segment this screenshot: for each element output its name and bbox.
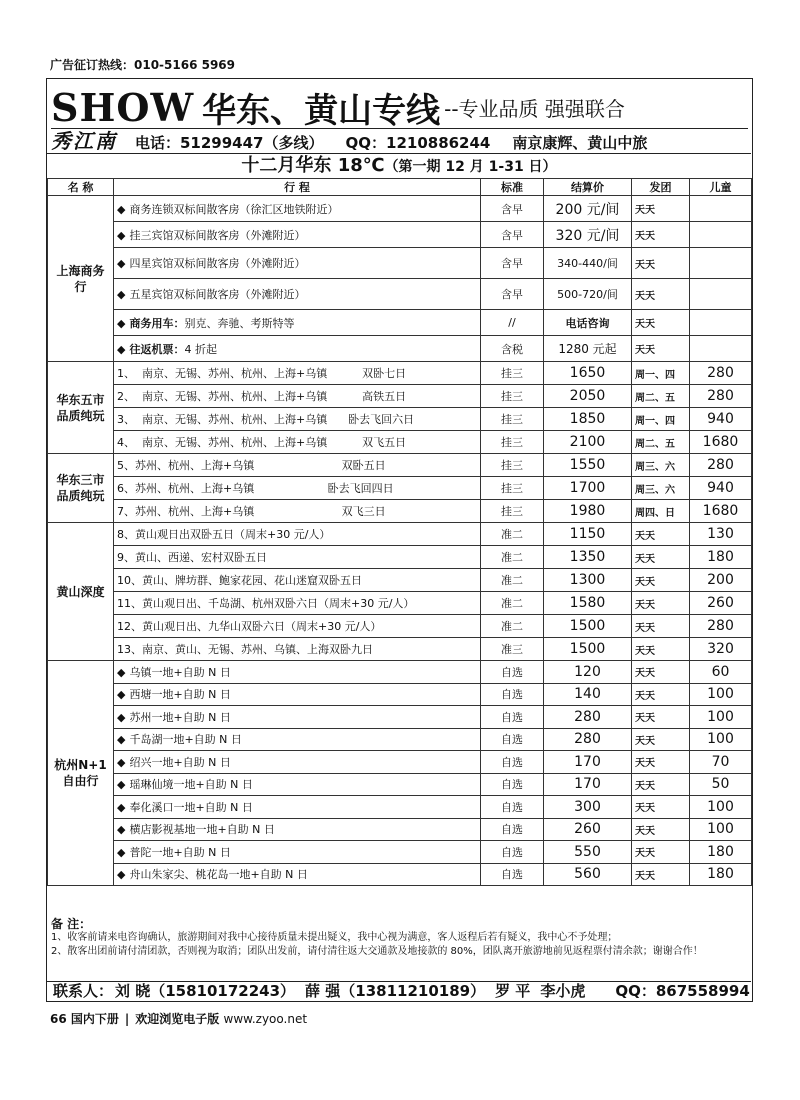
ad-hotline: 广告征订热线：010-5166 5969 bbox=[50, 58, 236, 72]
departure-cell: 天天 bbox=[632, 683, 690, 706]
table-row bbox=[48, 279, 752, 310]
standard-cell: 挂三 bbox=[481, 431, 544, 454]
group-label: 黄山深度 bbox=[48, 523, 114, 661]
route-cell: 9、黄山、西递、宏村双卧五日 bbox=[114, 546, 481, 569]
standard-cell: 准二 bbox=[481, 546, 544, 569]
table-row bbox=[48, 196, 752, 222]
child-cell: 180 bbox=[690, 546, 752, 569]
price-cell: 2050 bbox=[544, 385, 632, 408]
route-cell: ◆ 四星宾馆双标间散客房（外滩附近） bbox=[114, 248, 481, 279]
child-cell bbox=[690, 196, 752, 222]
table-row bbox=[48, 431, 752, 454]
route-cell: ◆ 挂三宾馆双标间散客房（外滩附近） bbox=[114, 222, 481, 248]
standard-cell: 准二 bbox=[481, 615, 544, 638]
bullet-icon: ◆ bbox=[117, 710, 126, 724]
departure-cell: 天天 bbox=[632, 592, 690, 615]
price-cell: 170 bbox=[544, 751, 632, 774]
child-cell: 50 bbox=[690, 773, 752, 796]
standard-cell: 含早 bbox=[481, 196, 544, 222]
child-cell: 200 bbox=[690, 569, 752, 592]
banner-main: 十二月华东 18℃ bbox=[241, 155, 385, 176]
route-cell: 1、 南京、无锡、苏州、杭州、上海+乌镇 双卧七日 bbox=[114, 362, 481, 385]
footer-separator: | bbox=[124, 1012, 130, 1026]
section-name: 国内下册 bbox=[70, 1012, 119, 1026]
bullet-icon: ◆ bbox=[117, 845, 126, 859]
child-cell: 1680 bbox=[690, 500, 752, 523]
price-cell: 1150 bbox=[544, 523, 632, 546]
col-route: 行 程 bbox=[114, 179, 481, 196]
child-cell: 100 bbox=[690, 706, 752, 729]
table-row bbox=[48, 706, 752, 729]
departure-cell: 周二、五 bbox=[632, 385, 690, 408]
price-cell: 1580 bbox=[544, 592, 632, 615]
bullet-icon: ◆ bbox=[117, 342, 126, 356]
departure-cell: 天天 bbox=[632, 706, 690, 729]
standard-cell: 含早 bbox=[481, 279, 544, 310]
child-cell: 260 bbox=[690, 592, 752, 615]
standard-cell: 自选 bbox=[481, 796, 544, 819]
child-cell bbox=[690, 222, 752, 248]
child-cell: 940 bbox=[690, 408, 752, 431]
route-cell: 7、苏州、杭州、上海+乌镇 双飞三日 bbox=[114, 500, 481, 523]
table-row bbox=[48, 385, 752, 408]
departure-cell: 天天 bbox=[632, 841, 690, 864]
group-label: 华东五市品质纯玩 bbox=[48, 362, 114, 454]
header-slogan: --专业品质 强强联合 bbox=[444, 97, 625, 121]
child-cell: 280 bbox=[690, 615, 752, 638]
table-row bbox=[48, 683, 752, 706]
price-cell: 1500 bbox=[544, 615, 632, 638]
table-row bbox=[48, 796, 752, 819]
standard-cell: 含早 bbox=[481, 222, 544, 248]
route-cell: ◆ 西塘一地+自助 N 日 bbox=[114, 683, 481, 706]
standard-cell: 自选 bbox=[481, 706, 544, 729]
table-row bbox=[48, 546, 752, 569]
standard-cell: 自选 bbox=[481, 841, 544, 864]
standard-cell: 自选 bbox=[481, 661, 544, 684]
standard-cell: 挂三 bbox=[481, 500, 544, 523]
bullet-icon: ◆ bbox=[117, 665, 126, 679]
contact-person-3: 罗 平 bbox=[495, 982, 531, 1000]
route-cell: ◆ 乌镇一地+自助 N 日 bbox=[114, 661, 481, 684]
child-cell: 100 bbox=[690, 818, 752, 841]
bullet-icon: ◆ bbox=[117, 288, 126, 301]
table-row bbox=[48, 569, 752, 592]
standard-cell: 挂三 bbox=[481, 362, 544, 385]
table-row bbox=[48, 638, 752, 661]
price-cell: 1300 bbox=[544, 569, 632, 592]
table-row bbox=[48, 362, 752, 385]
departure-cell: 天天 bbox=[632, 796, 690, 819]
departure-cell: 天天 bbox=[632, 279, 690, 310]
route-cell: 5、苏州、杭州、上海+乌镇 双卧五日 bbox=[114, 454, 481, 477]
col-departure: 发团 bbox=[632, 179, 690, 196]
show-logo: SHOW bbox=[51, 85, 195, 130]
route-cell: ◆ 苏州一地+自助 N 日 bbox=[114, 706, 481, 729]
price-cell: 1350 bbox=[544, 546, 632, 569]
child-cell: 60 bbox=[690, 661, 752, 684]
notes-section bbox=[51, 917, 751, 959]
departure-cell: 周三、六 bbox=[632, 477, 690, 500]
price-cell: 170 bbox=[544, 773, 632, 796]
route-cell: 4、 南京、无锡、苏州、杭州、上海+乌镇 双飞五日 bbox=[114, 431, 481, 454]
standard-cell: 挂三 bbox=[481, 385, 544, 408]
departure-cell: 周二、五 bbox=[632, 431, 690, 454]
route-cell: 6、苏州、杭州、上海+乌镇 卧去飞回四日 bbox=[114, 477, 481, 500]
price-cell: 1550 bbox=[544, 454, 632, 477]
route-cell: ◆ 五星宾馆双标间散客房（外滩附近） bbox=[114, 279, 481, 310]
header-contact-row bbox=[51, 128, 748, 153]
table-row bbox=[48, 773, 752, 796]
departure-cell: 周一、四 bbox=[632, 408, 690, 431]
standard-cell: 准二 bbox=[481, 569, 544, 592]
group-label: 华东三市品质纯玩 bbox=[48, 454, 114, 523]
route-cell: ◆ 商务连锁双标间散客房（徐汇区地铁附近） bbox=[114, 196, 481, 222]
route-cell: 12、黄山观日出、九华山双卧六日（周末+30 元/人） bbox=[114, 615, 481, 638]
price-cell: 1850 bbox=[544, 408, 632, 431]
table-row bbox=[48, 818, 752, 841]
col-child: 儿童 bbox=[690, 179, 752, 196]
table-row bbox=[48, 248, 752, 279]
group-label: 上海商务行 bbox=[48, 196, 114, 362]
child-cell: 180 bbox=[690, 863, 752, 886]
bullet-icon: ◆ bbox=[117, 228, 126, 242]
departure-cell: 天天 bbox=[632, 310, 690, 336]
price-cell: 260 bbox=[544, 818, 632, 841]
group-label: 杭州N+1自由行 bbox=[48, 661, 114, 886]
note-1: 1、收客前请来电咨询确认，旅游期间对我中心接待质量未提出疑义，我中心视为满意，客人返程后若有疑义，我中心不予处理； bbox=[51, 932, 618, 943]
departure-cell: 天天 bbox=[632, 196, 690, 222]
price-cell: 120 bbox=[544, 661, 632, 684]
child-cell bbox=[690, 248, 752, 279]
brand-logo: 秀江南 bbox=[51, 129, 117, 153]
footer-url[interactable]: www.zyoo.net bbox=[223, 1012, 308, 1026]
price-cell: 2100 bbox=[544, 431, 632, 454]
departure-cell: 周一、四 bbox=[632, 362, 690, 385]
route-cell: ◆ 千岛湖一地+自助 N 日 bbox=[114, 728, 481, 751]
child-cell: 940 bbox=[690, 477, 752, 500]
route-cell: 2、 南京、无锡、苏州、杭州、上海+乌镇 高铁五日 bbox=[114, 385, 481, 408]
bullet-icon: ◆ bbox=[117, 688, 126, 702]
child-cell: 180 bbox=[690, 841, 752, 864]
table-row bbox=[48, 863, 752, 886]
header-title-row bbox=[51, 83, 751, 129]
route-cell: 13、南京、黄山、无锡、苏州、乌镇、上海双卧九日 bbox=[114, 638, 481, 661]
table-row bbox=[48, 751, 752, 774]
route-cell: ◆ 瑶琳仙境一地+自助 N 日 bbox=[114, 773, 481, 796]
table-row bbox=[48, 592, 752, 615]
child-cell: 280 bbox=[690, 385, 752, 408]
route-cell: 11、黄山观日出、千岛湖、杭州双卧六日（周末+30 元/人） bbox=[114, 592, 481, 615]
child-cell: 280 bbox=[690, 454, 752, 477]
bullet-icon: ◆ bbox=[117, 823, 126, 837]
table-row bbox=[48, 661, 752, 684]
standard-cell: 含税 bbox=[481, 336, 544, 362]
page-footer bbox=[50, 1010, 307, 1027]
table-row bbox=[48, 454, 752, 477]
price-cell: 500-720/间 bbox=[544, 279, 632, 310]
contact-person-4: 李小虎 bbox=[540, 982, 586, 1000]
table-row bbox=[48, 408, 752, 431]
route-cell: ◆ 奉化溪口一地+自助 N 日 bbox=[114, 796, 481, 819]
standard-cell: 准二 bbox=[481, 592, 544, 615]
departure-cell: 天天 bbox=[632, 638, 690, 661]
table-row bbox=[48, 222, 752, 248]
child-cell: 320 bbox=[690, 638, 752, 661]
standard-cell: 含早 bbox=[481, 248, 544, 279]
departure-cell: 天天 bbox=[632, 523, 690, 546]
table-row bbox=[48, 728, 752, 751]
header-title: 华东、黄山专线 bbox=[202, 91, 441, 131]
bullet-icon: ◆ bbox=[117, 778, 126, 792]
standard-cell: 自选 bbox=[481, 773, 544, 796]
child-cell: 100 bbox=[690, 728, 752, 751]
contact-person-2: 薛 强（13811210189） bbox=[305, 982, 486, 1000]
departure-cell: 天天 bbox=[632, 863, 690, 886]
route-cell: ◆ 绍兴一地+自助 N 日 bbox=[114, 751, 481, 774]
departure-cell: 天天 bbox=[632, 222, 690, 248]
standard-cell: 准三 bbox=[481, 638, 544, 661]
contact-person-1: 刘 晓（15810172243） bbox=[115, 982, 296, 1000]
child-cell: 130 bbox=[690, 523, 752, 546]
route-cell: ◆ 横店影视基地一地+自助 N 日 bbox=[114, 818, 481, 841]
route-cell: ◆ 商务用车：别克、奔驰、考斯特等 bbox=[114, 310, 481, 336]
child-cell bbox=[690, 279, 752, 310]
departure-cell: 天天 bbox=[632, 751, 690, 774]
child-cell bbox=[690, 310, 752, 336]
table-row bbox=[48, 500, 752, 523]
table-row bbox=[48, 841, 752, 864]
header-qq: QQ：1210886244 bbox=[345, 134, 491, 152]
standard-cell: 自选 bbox=[481, 818, 544, 841]
standard-cell: 挂三 bbox=[481, 454, 544, 477]
departure-cell: 天天 bbox=[632, 336, 690, 362]
child-cell bbox=[690, 336, 752, 362]
table-row bbox=[48, 477, 752, 500]
standard-cell: 准二 bbox=[481, 523, 544, 546]
standard-cell: 自选 bbox=[481, 683, 544, 706]
child-cell: 100 bbox=[690, 796, 752, 819]
price-cell: 550 bbox=[544, 841, 632, 864]
page-number: 66 bbox=[50, 1012, 67, 1026]
route-cell: ◆ 舟山朱家尖、桃花岛一地+自助 N 日 bbox=[114, 863, 481, 886]
standard-cell: 自选 bbox=[481, 728, 544, 751]
child-cell: 1680 bbox=[690, 431, 752, 454]
col-price: 结算价 bbox=[544, 179, 632, 196]
route-cell: 3、 南京、无锡、苏州、杭州、上海+乌镇 卧去飞回六日 bbox=[114, 408, 481, 431]
note-2: 2、散客出团前请付清团款，否则视为取消；团队出发前，请付清往返大交通款及地接款的 80%，团队离开旅游地前见返程票付清余款；谢谢合作！ bbox=[51, 946, 703, 957]
banner-sub: （第一期 12 月 1-31 日） bbox=[384, 159, 557, 175]
price-cell: 300 bbox=[544, 796, 632, 819]
departure-cell: 天天 bbox=[632, 615, 690, 638]
contact-label: 联系人： bbox=[53, 982, 114, 1000]
price-cell: 140 bbox=[544, 683, 632, 706]
price-cell: 1650 bbox=[544, 362, 632, 385]
table-row bbox=[48, 310, 752, 336]
departure-cell: 天天 bbox=[632, 773, 690, 796]
bullet-icon: ◆ bbox=[117, 316, 126, 330]
table-row bbox=[48, 523, 752, 546]
price-cell: 电话咨询 bbox=[544, 310, 632, 336]
bullet-icon: ◆ bbox=[117, 755, 126, 769]
standard-cell: 挂三 bbox=[481, 477, 544, 500]
route-cell: ◆ 往返机票：4 折起 bbox=[114, 336, 481, 362]
col-standard: 标准 bbox=[481, 179, 544, 196]
header-phone: 电话：51299447（多线） bbox=[135, 134, 324, 152]
ad-frame bbox=[46, 78, 753, 1002]
child-cell: 70 bbox=[690, 751, 752, 774]
departure-cell: 天天 bbox=[632, 546, 690, 569]
table-row bbox=[48, 615, 752, 638]
bullet-icon: ◆ bbox=[117, 800, 126, 814]
table-header-row bbox=[48, 179, 752, 196]
bullet-icon: ◆ bbox=[117, 868, 126, 882]
price-cell: 560 bbox=[544, 863, 632, 886]
route-cell: ◆ 普陀一地+自助 N 日 bbox=[114, 841, 481, 864]
departure-cell: 天天 bbox=[632, 818, 690, 841]
route-cell: 8、黄山观日出双卧五日（周末+30 元/人） bbox=[114, 523, 481, 546]
price-cell: 1500 bbox=[544, 638, 632, 661]
price-table bbox=[47, 178, 752, 886]
col-name: 名 称 bbox=[48, 179, 114, 196]
price-cell: 320 元/间 bbox=[544, 222, 632, 248]
child-cell: 100 bbox=[690, 683, 752, 706]
header-agency: 南京康辉、黄山中旅 bbox=[512, 134, 648, 152]
standard-cell: 挂三 bbox=[481, 408, 544, 431]
route-cell: 10、黄山、牌坊群、鲍家花园、花山迷窟双卧五日 bbox=[114, 569, 481, 592]
contact-qq: QQ：867558994 bbox=[615, 982, 750, 1000]
standard-cell: 自选 bbox=[481, 751, 544, 774]
price-cell: 1700 bbox=[544, 477, 632, 500]
price-cell: 1280 元起 bbox=[544, 336, 632, 362]
table-row bbox=[48, 336, 752, 362]
contact-bar bbox=[47, 981, 751, 1001]
departure-cell: 天天 bbox=[632, 661, 690, 684]
departure-cell: 天天 bbox=[632, 728, 690, 751]
bullet-icon: ◆ bbox=[117, 733, 126, 747]
footer-welcome: 欢迎浏览电子版 bbox=[135, 1012, 220, 1026]
price-cell: 1980 bbox=[544, 500, 632, 523]
bullet-icon: ◆ bbox=[117, 257, 126, 270]
notes-title: 备 注： bbox=[51, 917, 92, 931]
bullet-icon: ◆ bbox=[117, 202, 126, 216]
price-cell: 280 bbox=[544, 728, 632, 751]
standard-cell: // bbox=[481, 310, 544, 336]
departure-cell: 天天 bbox=[632, 248, 690, 279]
departure-cell: 周四、日 bbox=[632, 500, 690, 523]
child-cell: 280 bbox=[690, 362, 752, 385]
price-cell: 280 bbox=[544, 706, 632, 729]
price-cell: 340-440/间 bbox=[544, 248, 632, 279]
departure-cell: 天天 bbox=[632, 569, 690, 592]
standard-cell: 自选 bbox=[481, 863, 544, 886]
departure-cell: 周三、六 bbox=[632, 454, 690, 477]
period-banner bbox=[47, 153, 751, 178]
price-cell: 200 元/间 bbox=[544, 196, 632, 222]
